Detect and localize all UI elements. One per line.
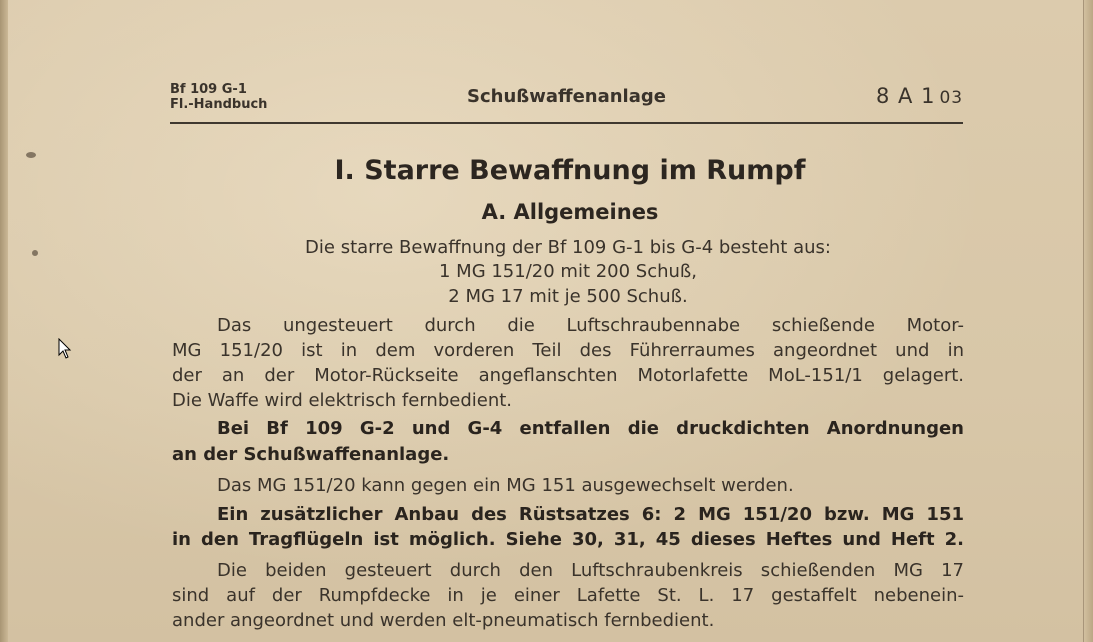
punch-hole-mark bbox=[26, 152, 36, 158]
text-line: sind auf der Rumpfdecke in je einer Lafette St. L. 17 gestaffelt nebenein- bbox=[172, 585, 964, 606]
bold-text-line: Ein zusätzlicher Anbau des Rüstsatzes 6: 2 MG 151/20 bzw. MG 151 bbox=[217, 504, 964, 525]
text-line: 2 MG 17 mit je 500 Schuß. bbox=[448, 286, 688, 307]
text-line: Die Waffe wird elektrisch fernbedient. bbox=[172, 390, 513, 411]
page-code: 8 A 1 bbox=[876, 84, 936, 108]
section-subtitle: A. Allgemeines bbox=[481, 200, 659, 224]
header-section-title: Schußwaffenanlage bbox=[467, 86, 666, 107]
bold-text-line: in den Tragflügeln ist möglich. Siehe 30, 31, 45 dieses Heftes und Heft 2. bbox=[172, 529, 964, 550]
page-right-edge bbox=[1083, 0, 1093, 642]
mouse-pointer-icon bbox=[58, 338, 72, 360]
page-left-edge bbox=[0, 0, 8, 642]
text-line: Die starre Bewaffnung der Bf 109 G-1 bis G-4 besteht aus: bbox=[305, 237, 831, 258]
header-model: Bf 109 G-1 bbox=[170, 82, 247, 97]
bold-text-line: Bei Bf 109 G-2 und G-4 entfallen die druckdichten Anordnungen bbox=[217, 418, 964, 439]
header-rule bbox=[170, 122, 963, 124]
chapter-title: I. Starre Bewaffnung im Rumpf bbox=[334, 155, 806, 186]
bold-text-line: an der Schußwaffenanlage. bbox=[172, 444, 450, 465]
header-handbook: Fl.-Handbuch bbox=[170, 97, 268, 112]
text-line: 1 MG 151/20 mit 200 Schuß, bbox=[438, 261, 697, 282]
text-line: Das ungesteuert durch die Luftschraubennabe schießende Motor- bbox=[217, 315, 964, 336]
text-line: MG 151/20 ist in dem vorderen Teil des Führerraumes angeordnet und in bbox=[172, 340, 964, 361]
text-line: Das MG 151/20 kann gegen ein MG 151 ausgewechselt werden. bbox=[217, 475, 794, 496]
page-subnumber: 03 bbox=[939, 88, 964, 108]
text-line: der an der Motor-Rückseite angeflanschten Motorlafette MoL-151/1 gelagert. bbox=[172, 365, 964, 386]
punch-hole-mark bbox=[32, 250, 38, 256]
text-line: ander angeordnet und werden elt-pneumatisch fernbedient. bbox=[172, 610, 715, 631]
header-page-number bbox=[876, 84, 963, 108]
header-document-id bbox=[170, 82, 267, 112]
text-line: Die beiden gesteuert durch den Luftschraubenkreis schießenden MG 17 bbox=[217, 560, 964, 581]
